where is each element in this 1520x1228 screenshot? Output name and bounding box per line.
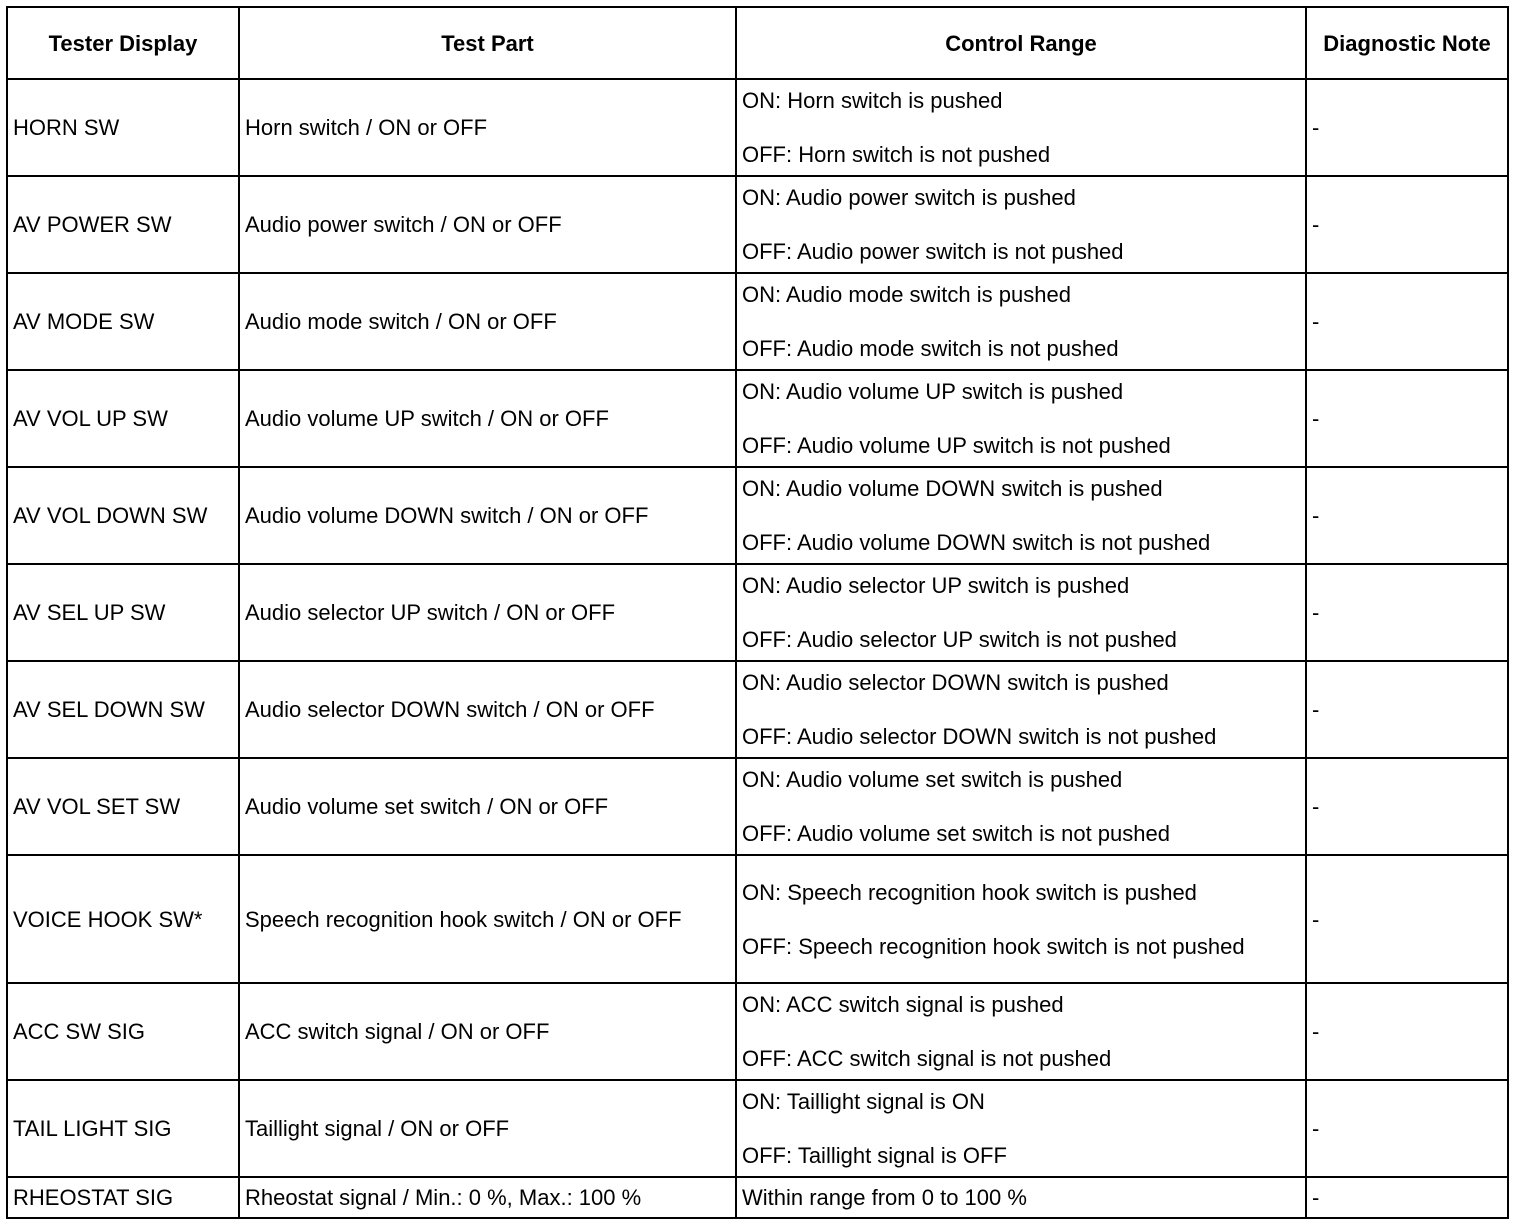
control-range-on: ON: Audio volume set switch is pushed (742, 767, 1123, 792)
control-range-on: ON: Audio power switch is pushed (742, 185, 1076, 210)
test-part-cell: Audio selector UP switch / ON or OFF (239, 564, 736, 661)
diagnostic-note-cell: - (1306, 370, 1508, 467)
control-range-off: OFF: Audio power switch is not pushed (742, 239, 1124, 264)
control-range-cell (736, 273, 1306, 370)
control-range-off: OFF: Taillight signal is OFF (742, 1143, 1007, 1168)
tester-display-cell: HORN SW (7, 79, 239, 176)
control-range-cell (736, 467, 1306, 564)
tester-display-cell: ACC SW SIG (7, 983, 239, 1080)
table-row (7, 1080, 1508, 1177)
table-row (7, 855, 1508, 983)
control-range-on: ON: Speech recognition hook switch is pushed (742, 879, 1197, 905)
table-row (7, 467, 1508, 564)
tester-display-cell: RHEOSTAT SIG (7, 1177, 239, 1218)
control-range-on: ON: Audio volume DOWN switch is pushed (742, 476, 1163, 501)
test-part-cell: Audio volume set switch / ON or OFF (239, 758, 736, 855)
header-control-range: Control Range (736, 7, 1306, 79)
table-body (7, 79, 1508, 1218)
header-test-part: Test Part (239, 7, 736, 79)
test-part-cell: Taillight signal / ON or OFF (239, 1080, 736, 1177)
tester-display-cell: AV MODE SW (7, 273, 239, 370)
diagnostic-note-cell: - (1306, 758, 1508, 855)
test-part-cell: Audio volume UP switch / ON or OFF (239, 370, 736, 467)
test-part-cell: Audio selector DOWN switch / ON or OFF (239, 661, 736, 758)
control-range-cell (736, 79, 1306, 176)
control-range-on: ON: Audio selector DOWN switch is pushed (742, 670, 1169, 695)
tester-display-cell: AV VOL SET SW (7, 758, 239, 855)
control-range-on: ON: ACC switch signal is pushed (742, 992, 1064, 1017)
diagnostic-note-cell: - (1306, 855, 1508, 983)
test-part-cell: Audio mode switch / ON or OFF (239, 273, 736, 370)
control-range-cell (736, 370, 1306, 467)
tester-display-cell: AV VOL UP SW (7, 370, 239, 467)
diagnostic-note-cell: - (1306, 467, 1508, 564)
control-range-off: OFF: Audio mode switch is not pushed (742, 336, 1119, 361)
table-row (7, 370, 1508, 467)
data-list-table (6, 6, 1509, 1219)
control-range-cell (736, 176, 1306, 273)
tester-display-cell: VOICE HOOK SW* (7, 855, 239, 983)
test-part-cell: Horn switch / ON or OFF (239, 79, 736, 176)
table-header (7, 7, 1508, 79)
tester-display-cell: AV SEL UP SW (7, 564, 239, 661)
control-range-off: OFF: Horn switch is not pushed (742, 142, 1051, 167)
control-range-off: OFF: ACC switch signal is not pushed (742, 1046, 1112, 1071)
diagnostic-note-cell: - (1306, 1177, 1508, 1218)
control-range-cell (736, 1080, 1306, 1177)
diagnostic-note-cell: - (1306, 983, 1508, 1080)
test-part-cell: Audio volume DOWN switch / ON or OFF (239, 467, 736, 564)
control-range-cell (736, 661, 1306, 758)
control-range-on: ON: Horn switch is pushed (742, 88, 1003, 113)
tester-display-cell: AV SEL DOWN SW (7, 661, 239, 758)
header-diagnostic-note: Diagnostic Note (1306, 7, 1508, 79)
tester-display-cell: AV VOL DOWN SW (7, 467, 239, 564)
control-range-off: OFF: Speech recognition hook switch is not pushed (742, 933, 1245, 959)
tester-display-cell: TAIL LIGHT SIG (7, 1080, 239, 1177)
control-range-off: OFF: Audio selector UP switch is not pushed (742, 627, 1177, 652)
control-range-cell (736, 855, 1306, 983)
table-row (7, 273, 1508, 370)
control-range-on: ON: Taillight signal is ON (742, 1089, 985, 1114)
table-row (7, 1177, 1508, 1218)
data-list-sheet (6, 6, 1509, 1219)
table-row (7, 661, 1508, 758)
test-part-cell: ACC switch signal / ON or OFF (239, 983, 736, 1080)
table-row (7, 176, 1508, 273)
header-tester-display: Tester Display (7, 7, 239, 79)
control-range-cell (736, 758, 1306, 855)
diagnostic-note-cell: - (1306, 273, 1508, 370)
table-row (7, 564, 1508, 661)
test-part-cell: Audio power switch / ON or OFF (239, 176, 736, 273)
test-part-cell: Speech recognition hook switch / ON or OFF (239, 855, 736, 983)
control-range-cell (736, 564, 1306, 661)
table-row (7, 758, 1508, 855)
control-range-on: ON: Audio volume UP switch is pushed (742, 379, 1124, 404)
control-range-cell: Within range from 0 to 100 % (736, 1177, 1306, 1218)
diagnostic-note-cell: - (1306, 176, 1508, 273)
control-range-off: OFF: Audio volume UP switch is not pushed (742, 433, 1171, 458)
table-row (7, 983, 1508, 1080)
control-range-on: ON: Audio selector UP switch is pushed (742, 573, 1130, 598)
control-range-off: OFF: Audio selector DOWN switch is not pushed (742, 724, 1217, 749)
control-range-off: OFF: Audio volume set switch is not pushed (742, 821, 1170, 846)
diagnostic-note-cell: - (1306, 661, 1508, 758)
header-row (7, 7, 1508, 79)
control-range-off: OFF: Audio volume DOWN switch is not pushed (742, 530, 1211, 555)
diagnostic-note-cell: - (1306, 1080, 1508, 1177)
control-range-on: ON: Audio mode switch is pushed (742, 282, 1071, 307)
tester-display-cell: AV POWER SW (7, 176, 239, 273)
control-range-cell (736, 983, 1306, 1080)
diagnostic-note-cell: - (1306, 564, 1508, 661)
test-part-cell: Rheostat signal / Min.: 0 %, Max.: 100 % (239, 1177, 736, 1218)
diagnostic-note-cell: - (1306, 79, 1508, 176)
table-row (7, 79, 1508, 176)
